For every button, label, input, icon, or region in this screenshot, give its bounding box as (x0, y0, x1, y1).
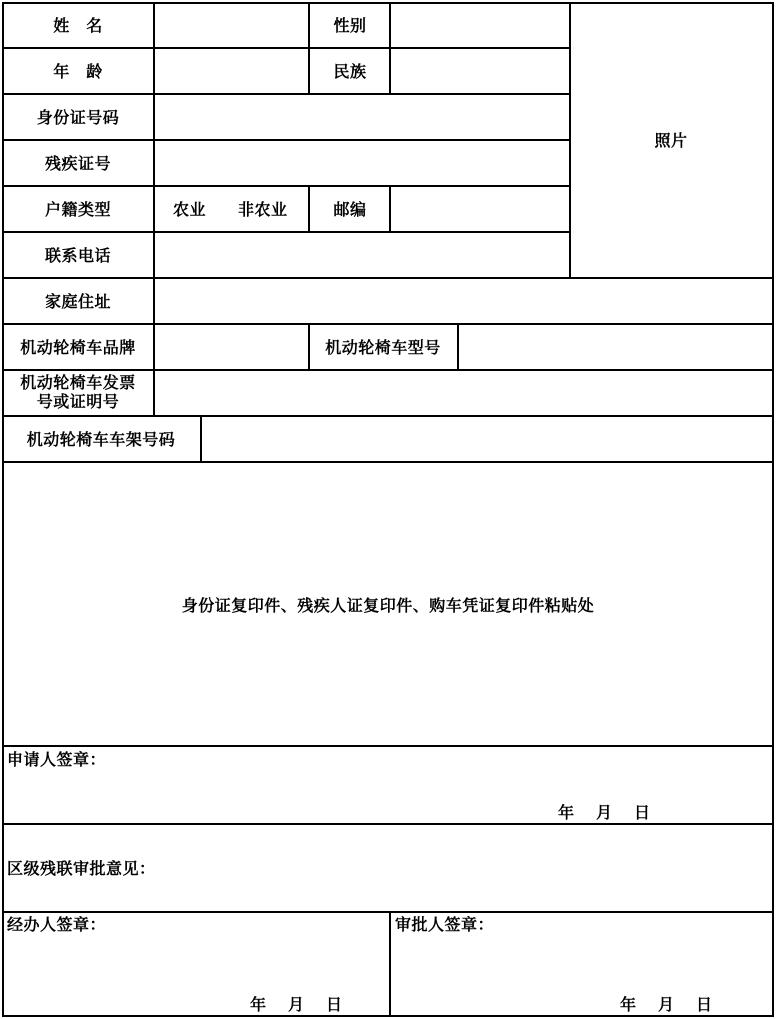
approver-date-year: 年 (620, 995, 637, 1014)
household-option-nonagri[interactable]: 非农业 (238, 200, 288, 219)
applicant-signature-label: 申请人签章： (7, 750, 107, 769)
invoice-label (20, 373, 136, 411)
rule (308, 323, 310, 371)
phone-label: 联系电话 (44, 246, 112, 265)
name-field[interactable] (155, 4, 308, 47)
postcode-field[interactable] (391, 187, 569, 231)
applicant-date-year: 年 (558, 803, 575, 822)
handler-date-month: 月 (288, 995, 305, 1014)
approver-date-month: 月 (658, 995, 675, 1014)
household-type-label: 户籍类型 (44, 200, 112, 219)
photo-label: 照片 (654, 131, 688, 150)
id-number-label: 身份证号码 (36, 108, 120, 127)
address-label: 家庭住址 (44, 292, 112, 311)
invoice-label-line2: 号或证明号 (36, 392, 120, 411)
id-number-field[interactable] (155, 95, 569, 139)
wheelchair-model-field[interactable] (459, 325, 772, 369)
age-field[interactable] (155, 49, 308, 93)
handler-signature-label: 经办人签章： (7, 915, 107, 934)
district-approval-label: 区级残联审批意见： (7, 859, 156, 878)
rule (308, 185, 310, 233)
frame-number-field[interactable] (202, 417, 772, 461)
rule (308, 2, 310, 95)
disability-cert-field[interactable] (155, 141, 569, 185)
invoice-number-field[interactable] (155, 371, 772, 415)
wheelchair-model-label: 机动轮椅车型号 (325, 338, 441, 357)
disability-cert-label: 残疾证号 (44, 154, 112, 173)
wheelchair-brand-field[interactable] (155, 325, 308, 369)
handler-date-year: 年 (250, 995, 267, 1014)
approver-date-day: 日 (696, 995, 713, 1014)
phone-field[interactable] (155, 233, 569, 277)
rule (2, 1015, 774, 1017)
rule (772, 2, 774, 1017)
postcode-label: 邮编 (333, 200, 367, 219)
approver-signature-label: 审批人签章： (395, 915, 495, 934)
gender-label: 性别 (333, 16, 367, 35)
applicant-signature-area[interactable] (4, 747, 772, 823)
handler-date-day: 日 (326, 995, 343, 1014)
ethnicity-field[interactable] (391, 49, 569, 93)
gender-field[interactable] (391, 4, 569, 47)
household-option-agri[interactable]: 农业 (173, 200, 207, 219)
applicant-date-month: 月 (596, 803, 613, 822)
name-label: 姓 名 (53, 16, 103, 35)
address-field[interactable] (155, 279, 772, 323)
ethnicity-label: 民族 (333, 62, 367, 81)
wheelchair-brand-label: 机动轮椅车品牌 (20, 338, 136, 357)
applicant-date-day: 日 (634, 803, 651, 822)
invoice-label-line1: 机动轮椅车发票 (20, 373, 136, 392)
age-label: 年 龄 (53, 62, 103, 81)
frame-number-label: 机动轮椅车车架号码 (26, 430, 176, 449)
paste-area-instruction: 身份证复印件、残疾人证复印件、购车凭证复印件粘贴处 (181, 596, 595, 615)
